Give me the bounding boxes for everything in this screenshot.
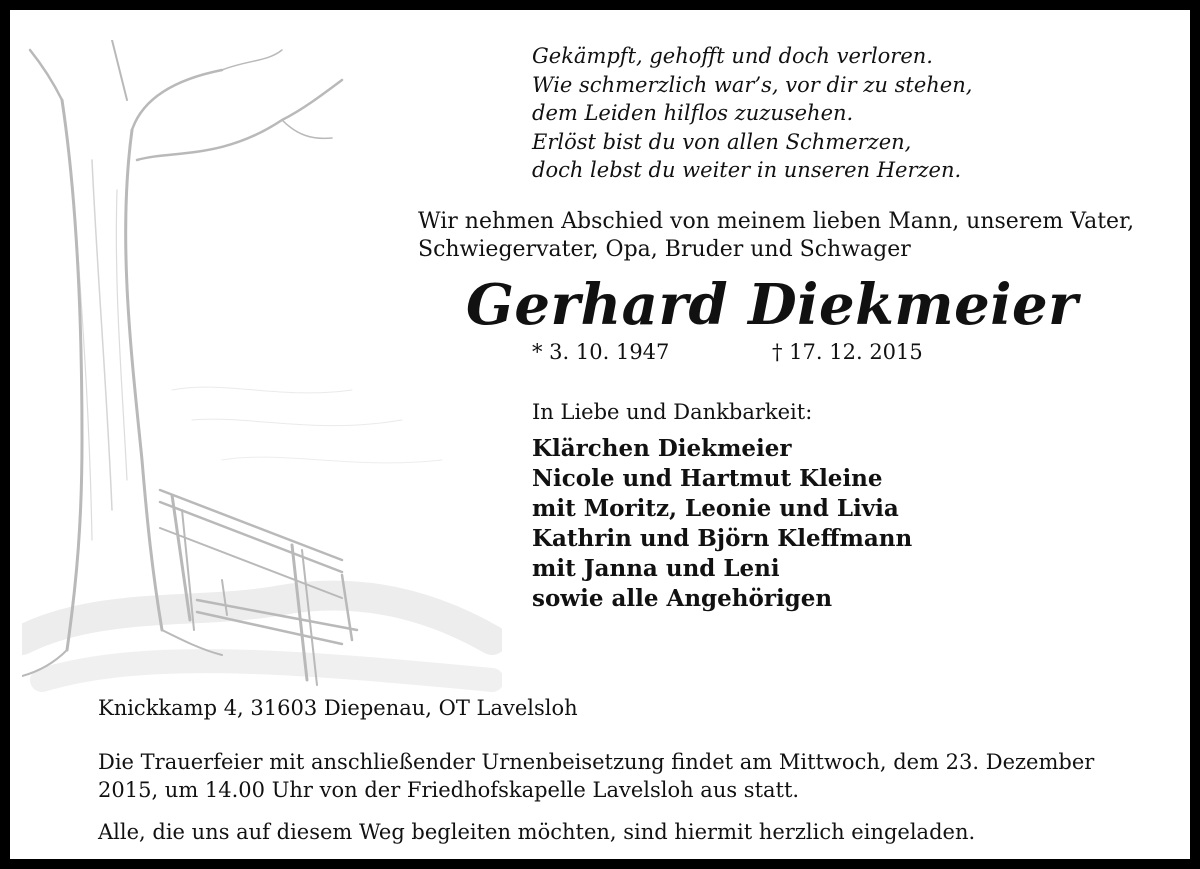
family-member: sowie alle Angehörigen <box>532 585 833 612</box>
poem-line: Gekämpft, gehofft und doch verloren. <box>532 44 933 68</box>
ceremony-info <box>98 748 1094 804</box>
intro-line: Wir nehmen Abschied von meinem lieben Mann, unserem Vater, <box>418 209 1135 234</box>
birth-date: * 3. 10. 1947 <box>532 340 670 364</box>
farewell-intro <box>418 208 1134 264</box>
thanks-line: In Liebe und Dankbarkeit: <box>532 400 813 424</box>
family-member: Nicole und Hartmut Kleine <box>532 465 883 492</box>
deceased-name: Gerhard Diekmeier <box>466 272 1079 338</box>
address: Knickkamp 4, 31603 Diepenau, OT Lavelsloh <box>98 696 578 720</box>
death-date: † 17. 12. 2015 <box>772 340 923 364</box>
invitation-line: Alle, die uns auf diesem Weg begleiten möchten, sind hiermit herzlich eingeladen. <box>98 820 976 844</box>
family-member: mit Janna und Leni <box>532 555 780 582</box>
life-dates <box>532 338 923 366</box>
poem-line: dem Leiden hilflos zuzusehen. <box>532 101 854 125</box>
poem-line: Erlöst bist du von allen Schmerzen, <box>532 129 912 154</box>
family-member: Kathrin und Björn Kleffmann <box>532 525 913 552</box>
ceremony-line: 2015, um 14.00 Uhr von der Friedhofskapelle Lavelsloh aus statt. <box>98 778 800 802</box>
tree-bench-sketch-illustration <box>22 40 502 700</box>
poem-line: doch lebst du weiter in unseren Herzen. <box>532 158 962 182</box>
ceremony-line: Die Trauerfeier mit anschließender Urnenbeisetzung findet am Mittwoch, dem 23. Dezember <box>98 750 1095 774</box>
memorial-poem <box>532 42 972 185</box>
intro-line: Schwiegervater, Opa, Bruder und Schwager <box>418 237 911 262</box>
family-member: Klärchen Diekmeier <box>532 435 792 462</box>
family-member: mit Moritz, Leonie und Livia <box>532 495 899 522</box>
poem-line: Wie schmerzlich war’s, vor dir zu stehen, <box>532 72 973 97</box>
family-list <box>532 434 912 614</box>
